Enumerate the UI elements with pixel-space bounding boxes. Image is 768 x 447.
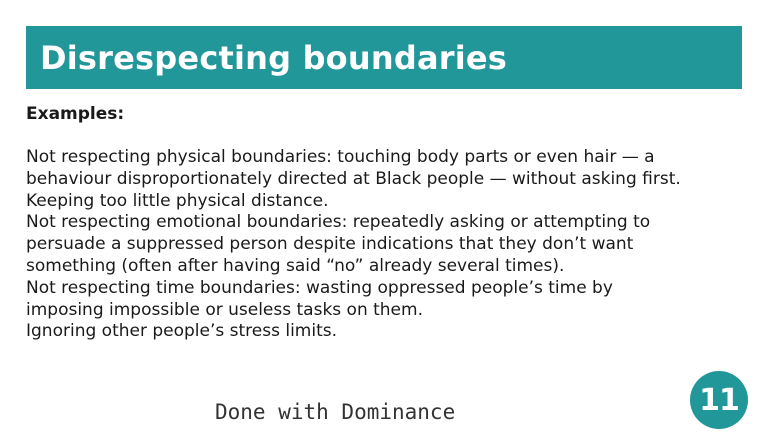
title-banner	[26, 26, 742, 89]
slide-title: Disrespecting boundaries	[40, 38, 508, 77]
examples-text	[26, 147, 756, 343]
page-number: 11	[699, 382, 739, 418]
text-line: something (often after having said “no” already several times).	[26, 255, 565, 276]
text-line: Not respecting time boundaries: wasting oppressed people’s time by	[26, 277, 613, 298]
text-line: Not respecting physical boundaries: touching body parts or even hair — a	[26, 147, 655, 167]
text-line: Not respecting emotional boundaries: repeatedly asking or attempting to	[26, 212, 651, 233]
footer-brand: Done with Dominance	[215, 400, 456, 424]
text-line: Keeping too little physical distance.	[26, 190, 329, 211]
text-line: persuade a suppressed person despite indications that they don’t want	[26, 234, 634, 255]
text-line: behaviour disproportionately directed at Black people — without asking first.	[26, 168, 681, 189]
examples-label: Examples:	[26, 104, 125, 124]
text-line: imposing impossible or useless tasks on them.	[26, 299, 423, 320]
text-line: Ignoring other people’s stress limits.	[26, 321, 338, 342]
page-number-badge	[690, 371, 748, 429]
